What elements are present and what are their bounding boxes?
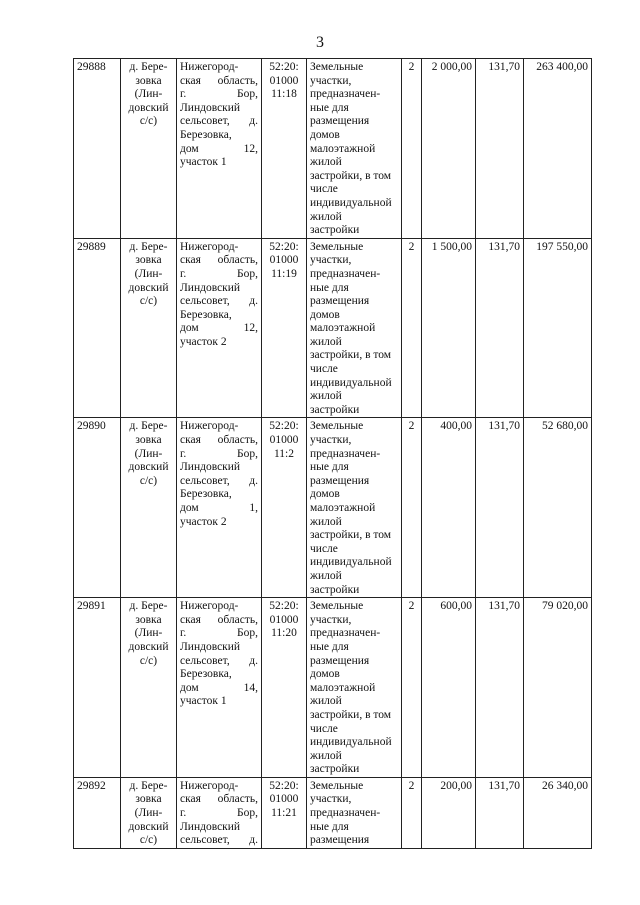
group-cell: 2 [402,777,422,848]
land-category-cell-line: домов [310,488,340,501]
land-category-cell-line: ные для [310,101,349,114]
table-body [74,59,592,849]
cadastral-number-cell-line: 52:20: [269,600,299,613]
row-number: 29888 [74,59,121,239]
land-category-cell-line: участки, [310,74,352,87]
land-category-cell-line: жилой [310,695,342,708]
row-number: 29892 [74,777,121,848]
land-category-cell-line: жилой [310,515,342,528]
land-category-cell-line: размещения [310,295,370,308]
land-category-cell-line: малоэтажной [310,681,376,694]
location-cell-line: (Лин- [134,627,163,640]
land-category-cell-line: размещения [310,115,370,128]
land-category-cell-line: Земельные [310,240,364,253]
cadastral-value-cell: 26 340,00 [524,777,592,848]
cadastral-number-cell-line: 01000 [269,793,299,806]
land-category-cell-line: числе [310,183,338,196]
land-category-cell [307,777,402,848]
location-cell-line: зовка [135,74,162,87]
land-category-cell-line: размещения [310,654,370,667]
area-cell: 2 000,00 [422,59,476,239]
address-cell-line: участок 2 [180,335,227,348]
location-cell-line: с/с) [139,654,158,667]
land-category-cell-line: ные для [310,281,349,294]
address-cell-line: Линдовский [180,640,241,653]
table-row [74,238,592,418]
rate-cell: 131,70 [476,598,524,778]
cadastral-number-cell-line: 11:21 [271,807,297,820]
cadastral-number-cell [262,238,307,418]
cadastral-number-cell-line: 11:20 [271,627,297,640]
address-cell [177,777,262,848]
land-category-cell-line: застройки, в том [310,708,392,721]
land-category-cell-line: участки, [310,613,352,626]
location-cell-line: довский [128,640,169,653]
address-cell-line: ская область, [180,74,258,87]
address-cell-line: участок 1 [180,695,227,708]
address-cell-line: сельсовет, д. [180,834,258,847]
address-cell-line: Березовка, [180,668,232,681]
row-number: 29891 [74,598,121,778]
area-cell: 600,00 [422,598,476,778]
land-category-cell-line: размещения [310,834,370,847]
land-category-cell-line: малоэтажной [310,142,376,155]
address-cell-line: ская область, [180,613,258,626]
location-cell-line: с/с) [139,834,158,847]
land-category-cell-line: застройки [310,583,360,596]
address-cell [177,418,262,598]
location-cell-line: (Лин- [134,807,163,820]
rate-cell: 131,70 [476,777,524,848]
address-cell-line: г. Бор, [180,447,258,460]
address-cell-line: г. Бор, [180,267,258,280]
cadastral-number-cell-line: 11:19 [271,267,297,280]
address-cell-line: Нижегород- [180,779,239,792]
land-category-cell-line: ные для [310,461,349,474]
location-cell-line: зовка [135,254,162,267]
cadastral-number-cell-line: 52:20: [269,420,299,433]
land-category-cell-line: участки, [310,434,352,447]
location-cell [121,418,177,598]
land-category-cell-line: индивидуальной [310,376,392,389]
land-category-cell-line: жилой [310,569,342,582]
land-category-cell-line: застройки, в том [310,169,392,182]
address-cell-line: сельсовет, д. [180,295,258,308]
location-cell [121,238,177,418]
table-row [74,418,592,598]
group-cell: 2 [402,238,422,418]
location-cell-line: зовка [135,613,162,626]
cadastral-value-cell: 79 020,00 [524,598,592,778]
location-cell-line: д. Бере- [129,600,168,613]
address-cell-line: г. Бор, [180,627,258,640]
land-category-cell-line: жилой [310,156,342,169]
address-cell-line: Нижегород- [180,420,239,433]
address-cell [177,598,262,778]
table-row [74,777,592,848]
land-category-cell-line: размещения [310,474,370,487]
cadastral-number-cell [262,59,307,239]
address-cell-line: Березовка, [180,488,232,501]
land-category-cell-line: ные для [310,640,349,653]
row-number: 29890 [74,418,121,598]
location-cell [121,777,177,848]
address-cell-line: Нижегород- [180,600,239,613]
cadastral-value-table [73,58,592,849]
location-cell-line: зовка [135,793,162,806]
cadastral-value-cell: 263 400,00 [524,59,592,239]
address-cell-line: ская область, [180,254,258,267]
address-cell-line: сельсовет, д. [180,474,258,487]
land-category-cell [307,418,402,598]
location-cell-line: д. Бере- [129,779,168,792]
land-category-cell-line: малоэтажной [310,502,376,514]
page-number: 3 [316,34,324,51]
cadastral-number-cell-line: 52:20: [269,779,299,792]
address-cell-line: участок 2 [180,515,227,528]
location-cell-line: (Лин- [134,267,163,280]
land-category-cell-line: предназначен- [310,807,381,820]
land-category-cell-line: Земельные [310,779,364,792]
land-category-cell-line: малоэтажной [310,322,376,335]
address-cell-line: ская область, [180,434,258,447]
address-cell-line: дом 12, [180,142,258,155]
location-cell-line: д. Бере- [129,420,168,433]
address-cell-line: Линдовский [180,461,241,474]
cadastral-number-cell-line: 01000 [269,254,299,267]
land-category-cell-line: предназначен- [310,627,381,640]
land-category-cell-line: жилой [310,335,342,348]
address-cell-line: г. Бор, [180,88,258,101]
location-cell-line: с/с) [139,115,158,128]
land-category-cell-line: ные для [310,820,349,833]
table-row [74,59,592,239]
row-number: 29889 [74,238,121,418]
land-category-cell-line: числе [310,722,338,735]
group-cell: 2 [402,598,422,778]
location-cell [121,598,177,778]
group-cell: 2 [402,418,422,598]
location-cell-line: довский [128,281,169,294]
land-category-cell-line: участки, [310,254,352,267]
area-cell: 400,00 [422,418,476,598]
area-cell: 200,00 [422,777,476,848]
cadastral-number-cell-line: 11:2 [273,447,295,460]
location-cell-line: довский [128,101,169,114]
address-cell-line: Березовка, [180,308,232,321]
cadastral-number-cell [262,418,307,598]
cadastral-value-cell: 52 680,00 [524,418,592,598]
land-category-cell-line: предназначен- [310,267,381,280]
land-category-cell [307,598,402,778]
address-cell-line: Березовка, [180,128,232,141]
land-category-cell-line: предназначен- [310,447,381,460]
address-cell-line: сельсовет, д. [180,654,258,667]
land-category-cell-line: числе [310,363,338,376]
location-cell-line: (Лин- [134,447,163,460]
location-cell-line: зовка [135,434,162,447]
address-cell-line: дом 1, [180,502,258,514]
group-cell: 2 [402,59,422,239]
address-cell-line: дом 14, [180,681,258,694]
land-category-cell-line: предназначен- [310,88,381,101]
address-cell-line: Нижегород- [180,61,239,73]
land-category-cell-line: домов [310,128,340,141]
address-cell-line: Линдовский [180,820,241,833]
land-category-cell-line: индивидуальной [310,556,392,569]
land-category-cell [307,59,402,239]
rate-cell: 131,70 [476,418,524,598]
land-category-cell-line: домов [310,668,340,681]
address-cell-line: Нижегород- [180,240,239,253]
address-cell-line: ская область, [180,793,258,806]
cadastral-number-cell-line: 52:20: [269,240,299,253]
land-category-cell-line: застройки, в том [310,529,392,542]
land-category-cell-line: застройки [310,403,360,416]
land-category-cell [307,238,402,418]
address-cell-line: Линдовский [180,101,241,114]
location-cell-line: д. Бере- [129,61,168,73]
cadastral-number-cell [262,777,307,848]
land-category-cell-line: числе [310,542,338,555]
location-cell [121,59,177,239]
land-category-cell-line: жилой [310,749,342,762]
land-category-cell-line: застройки [310,224,360,237]
land-category-cell-line: домов [310,308,340,321]
location-cell-line: с/с) [139,295,158,308]
address-cell-line: дом 12, [180,322,258,335]
cadastral-number-cell-line: 01000 [269,613,299,626]
address-cell-line: г. Бор, [180,807,258,820]
land-category-cell-line: Земельные [310,600,364,613]
land-category-cell-line: застройки [310,763,360,776]
land-category-cell-line: застройки, в том [310,349,392,362]
cadastral-value-cell: 197 550,00 [524,238,592,418]
rate-cell: 131,70 [476,59,524,239]
rate-cell: 131,70 [476,238,524,418]
cadastral-number-cell-line: 01000 [269,434,299,447]
cadastral-number-cell-line: 52:20: [269,61,299,73]
address-cell-line: участок 1 [180,156,227,169]
land-category-cell-line: Земельные [310,61,364,73]
cadastral-number-cell [262,598,307,778]
cadastral-number-cell-line: 01000 [269,74,299,87]
address-cell-line: сельсовет, д. [180,115,258,128]
location-cell-line: д. Бере- [129,240,168,253]
address-cell [177,59,262,239]
land-category-cell-line: Земельные [310,420,364,433]
cadastral-number-cell-line: 11:18 [271,88,297,101]
table-row [74,598,592,778]
location-cell-line: довский [128,461,169,474]
location-cell-line: (Лин- [134,88,163,101]
land-category-cell-line: жилой [310,390,342,403]
land-category-cell-line: жилой [310,210,342,223]
location-cell-line: довский [128,820,169,833]
land-category-cell-line: индивидуальной [310,736,392,749]
area-cell: 1 500,00 [422,238,476,418]
location-cell-line: с/с) [139,474,158,487]
land-category-cell-line: участки, [310,793,352,806]
land-category-cell-line: индивидуальной [310,196,392,209]
address-cell [177,238,262,418]
address-cell-line: Линдовский [180,281,241,294]
